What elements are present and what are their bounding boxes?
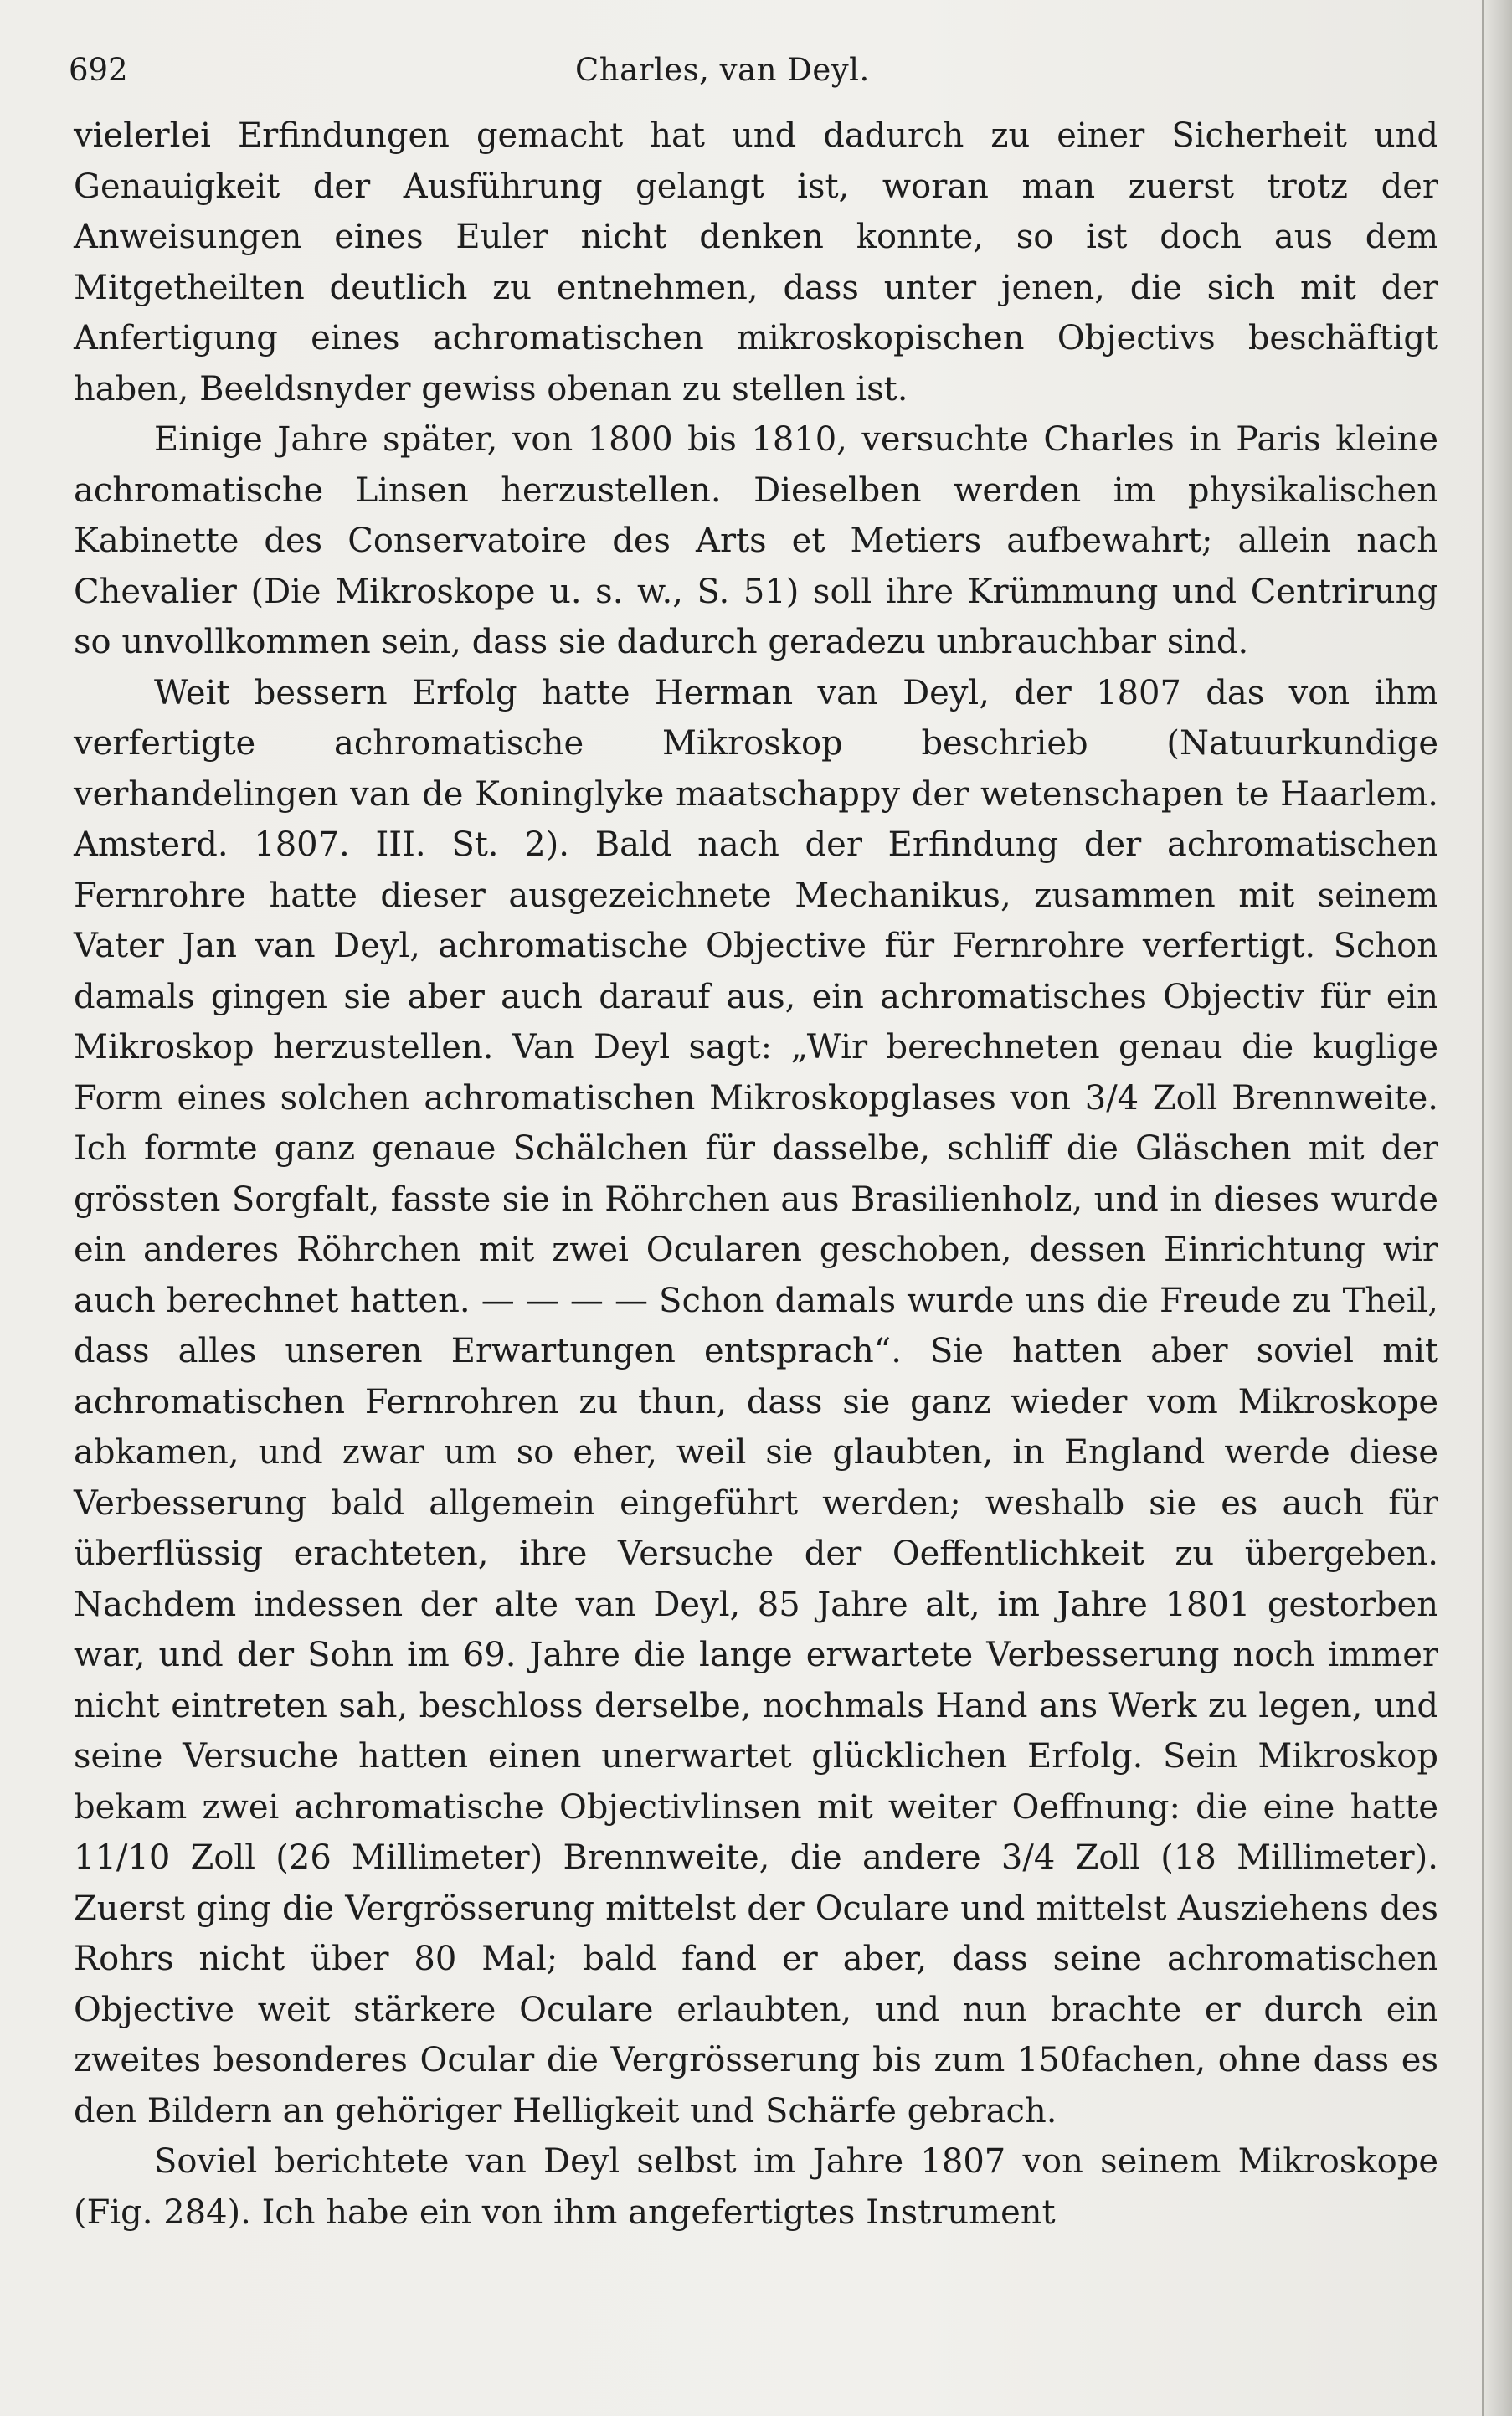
paragraph-4: Soviel berichtete van Deyl selbst im Jahre 1807 von seinem Mikroskope (Fig. 284). Ich habe ein von ihm angefertigtes Instrument bbox=[74, 2142, 1438, 2232]
paragraph-2: Einige Jahre später, von 1800 bis 1810, versuchte Charles in Paris kleine achromatische Linsen herzustellen. Dieselben werden im physikalischen Kabinette des Conservatoire des Arts et Metiers aufbewahrt; allein nach Chevalier (Die Mikroskope u. s. w., S. 51) soll ihre Krümmung und Centrirung so unvollkommen sein, dass sie dadurch geradezu unbrauchbar sind. bbox=[74, 420, 1438, 661]
page-edge-shadow bbox=[1482, 0, 1512, 2416]
paragraph-1: vielerlei Erfindungen gemacht hat und dadurch zu einer Sicherheit und Genauigkeit der Ausführung gelangt ist, woran man zuerst trotz der Anweisungen eines Euler nicht denken konnte, so ist doch aus dem Mitgetheilten deutlich zu entnehmen, dass unter jenen, die sich mit der Anfertigung eines achromatischen mikroskopischen Objectivs beschäftigt haben, Beeldsnyder gewiss obenan zu stellen ist. bbox=[74, 116, 1438, 409]
body-text bbox=[74, 111, 1438, 2238]
page-header bbox=[69, 52, 1425, 102]
paragraph-3: Weit bessern Erfolg hatte Herman van Deyl, der 1807 das von ihm verfertigte achromatische Mikroskop beschrieb (Natuurkundige verhandelingen van de Koninglyke maatschappy der wetenschapen te Haarlem. Amsterd. 1807. III. St. 2). Bald nach der Erfindung der achromatischen Fernrohre hatte dieser ausgezeichnete Mechanikus, zusammen mit seinem Vater Jan van Deyl, achromatische Objective für Fernrohre verfertigt. Schon damals gingen sie aber auch darauf aus, ein achromatisches Objectiv für ein Mikroskop herzustellen. Van Deyl sagt: „Wir berechneten genau die kuglige Form eines solchen achromatischen Mikroskopglases von 3/4 Zoll Brennweite. Ich formte ganz genaue Schälchen für dasselbe, schliff die Gläschen mit der grössten Sorgfalt, fasste sie in Röhrchen aus Brasilienholz, und in dieses wurde ein anderes Röhrchen mit zwei Ocularen geschoben, dessen Einrichtung wir auch berechnet hatten. — — — — Schon damals wurde uns die Freude zu Theil, dass alles unseren Erwartungen entsprach“. Sie hatten aber soviel mit achromatischen Fernrohren zu thun, dass sie ganz wieder vom Mikroskope abkamen, und zwar um so eher, weil sie glaubten, in England werde diese Verbesserung bald allgemein eingeführt werden; weshalb sie es auch für überflüssig erachteten, ihre Versuche der Oeffentlichkeit zu übergeben. Nachdem indessen der alte van Deyl, 85 Jahre alt, im Jahre 1801 gestorben war, und der Sohn im 69. Jahre die lange erwartete Verbesserung noch immer nicht eintreten sah, beschloss derselbe, nochmals Hand ans Werk zu legen, und seine Versuche hatten einen unerwartet glücklichen Erfolg. Sein Mikroskop bekam zwei achromatische Objectivlinsen mit weiter Oeffnung: die eine hatte 11/10 Zoll (26 Millimeter) Brennweite, die andere 3/4 Zoll (18 Millimeter). Zuerst ging die Vergrösserung mittelst der Oculare und mittelst Ausziehens des Rohrs nicht über 80 Mal; bald fand er aber, dass seine achromatischen Objective weit stärkere Oculare erlaubten, und nun brachte er durch ein zweites besonderes Ocular die Vergrösserung bis zum 150fachen, ohne dass es den Bildern an gehöriger Helligkeit und Schärfe gebrach. bbox=[74, 673, 1438, 2131]
page-number: 692 bbox=[69, 52, 128, 88]
running-title: Charles, van Deyl. bbox=[575, 52, 870, 88]
